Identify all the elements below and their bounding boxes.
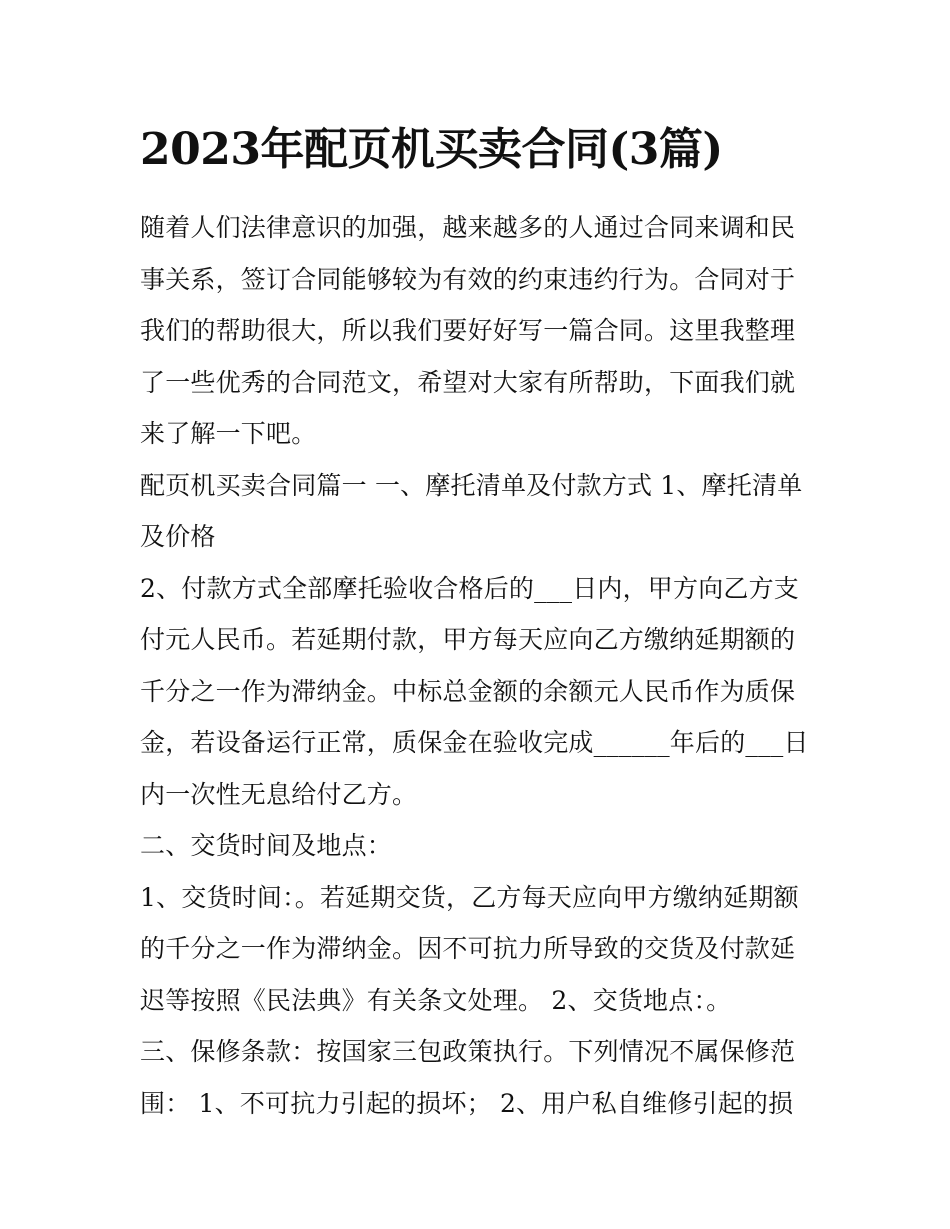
contract-one-heading-paragraph: 配页机买卖合同篇一 一、摩托清单及付款方式 1、摩托清单及价格 [140,470,803,551]
intro-paragraph: 随着人们法律意识的加强，越来越多的人通过合同来调和民事关系，签订合同能够较为有效的约束违约行为。合同对于我们的帮助很大，所以我们要好好写一篇合同。这里我整理了一些优秀的合同范文，希望对大家有所帮助，下面我们就来了解一下吧。 [140,213,796,448]
payment-terms-paragraph: 2、付款方式全部摩托验收合格后的___日内，甲方向乙方支付元人民币。若延期付款，甲方每天应向乙方缴纳延期额的千分之一作为滞纳金。中标总金额的余额元人民币作为质保金，若设备运行正常，质保金在验收完成______年后的___日内一次性无息给付乙方。 [140,573,809,809]
document-title: 2023年配页机买卖合同(3篇) [140,124,723,175]
section-two-heading: 二、交货时间及地点： [140,831,393,860]
warranty-terms-paragraph: 三、保修条款：按国家三包政策执行。下列情况不属保修范围： 1、不可抗力引起的损坏； 2、用户私自维修引起的损 [140,1037,796,1118]
delivery-terms-paragraph: 1、交货时间：。若延期交货，乙方每天应向甲方缴纳延期额的千分之一作为滞纳金。因不可抗力所导致的交货及付款延迟等按照《民法典》有关条文处理。 2、交货地点：。 [140,882,799,1015]
document-page [140,112,820,1129]
